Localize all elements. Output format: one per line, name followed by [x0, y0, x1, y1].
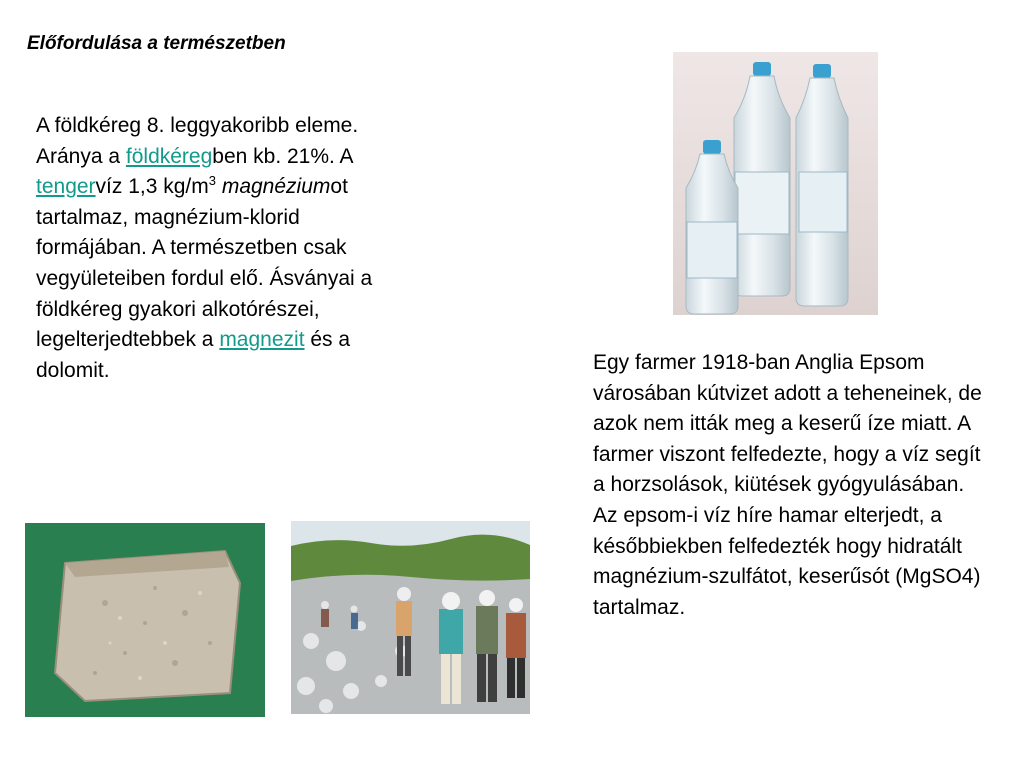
- occurrence-paragraph: [36, 111, 376, 386]
- paragraph-text: A földkéreg 8. leggyakoribb eleme. Aránya a: [36, 114, 359, 168]
- link-foldkereg[interactable]: földkéreg: [125, 144, 213, 168]
- epsom-story-paragraph: Egy farmer 1918-ban Anglia Epsom városában kútvizet adott a teheneinek, de azok nem itták meg a keserű íze miatt. A farmer viszont felfedezte, hogy a víz segít a horzsolások, kiütések gyógyulásában. Az epsom-i víz híre hamar elterjedt, a későbbiekben felfedezték hogy hidratált magnézium-szulfátot, keserűsót (MgSO4) tartalmaz.: [593, 351, 982, 619]
- magnesite-rock-photo: [25, 523, 265, 717]
- paragraph-text: ben kb. 21%. A: [212, 144, 353, 168]
- paragraph-text: víz 1,3 kg/m: [95, 175, 209, 199]
- slide-title: Előfordulása a természetben: [27, 33, 286, 54]
- paragraph-text: és a dolomit.: [36, 328, 351, 382]
- link-magnezit[interactable]: magnezit: [219, 328, 305, 352]
- superscript-3: 3: [208, 173, 216, 189]
- quarry-visitors-photo: [291, 521, 530, 714]
- water-bottles-photo: [673, 52, 878, 315]
- emphasis-magnezium: magnézium: [221, 175, 331, 199]
- link-tenger[interactable]: tenger: [36, 175, 96, 199]
- paragraph-text: ot tartalmaz, magnézium-klorid formájában. A természetben csak vegyületeiben fordul elő. Ásványai a földkéreg gyakori alkotórészei, legelterjedtebbek a: [36, 175, 373, 352]
